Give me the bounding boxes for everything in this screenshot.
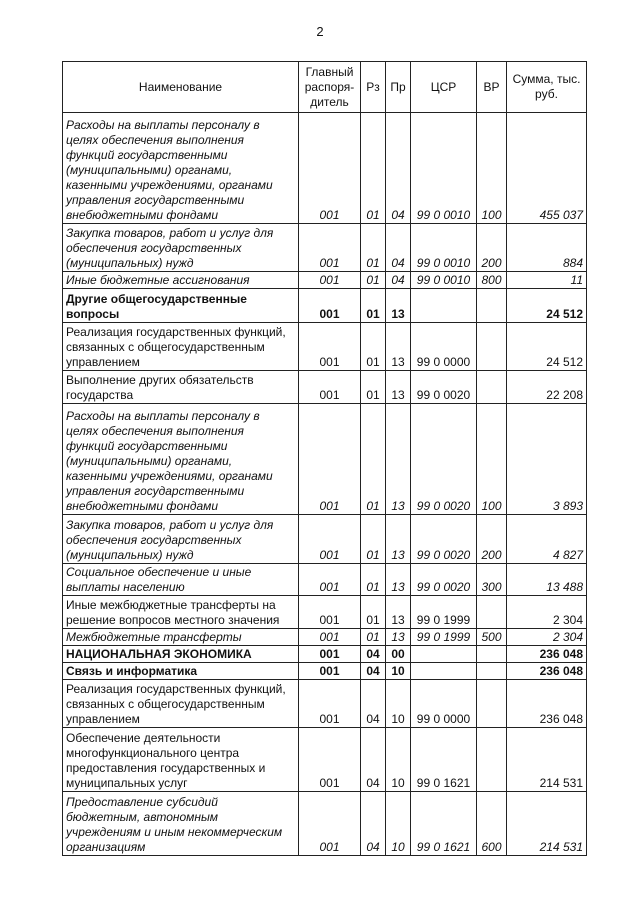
cell-name: Расходы на выплаты персоналу в целях обеспечения выполнения функций государственными (муниципальными) органами, казенными учреждениями, органами управления государственными внебюджетными фондами — [63, 113, 299, 224]
cell-name: НАЦИОНАЛЬНАЯ ЭКОНОМИКА — [63, 646, 299, 663]
cell-rz: 01 — [361, 596, 386, 629]
cell-pr: 13 — [386, 289, 411, 323]
cell-sum: 24 512 — [507, 323, 587, 371]
cell-pr: 04 — [386, 113, 411, 224]
cell-csr — [411, 289, 477, 323]
cell-sum: 2 304 — [507, 596, 587, 629]
cell-manager: 001 — [299, 272, 361, 289]
cell-sum: 13 488 — [507, 564, 587, 596]
cell-rz: 04 — [361, 728, 386, 792]
cell-rz: 01 — [361, 629, 386, 646]
cell-vr: 200 — [477, 515, 507, 564]
cell-pr: 13 — [386, 371, 411, 404]
table-body — [63, 113, 587, 856]
cell-sum: 455 037 — [507, 113, 587, 224]
header-csr: ЦСР — [411, 62, 477, 113]
cell-csr: 99 0 0020 — [411, 515, 477, 564]
cell-csr: 99 0 0000 — [411, 680, 477, 728]
cell-csr: 99 0 1999 — [411, 629, 477, 646]
cell-rz: 01 — [361, 289, 386, 323]
cell-name: Предоставление субсидий бюджетным, автономным учреждениям и иным некоммерческим организациям — [63, 792, 299, 856]
cell-vr — [477, 596, 507, 629]
budget-table — [62, 61, 587, 856]
cell-rz: 01 — [361, 272, 386, 289]
cell-sum: 11 — [507, 272, 587, 289]
cell-pr: 10 — [386, 728, 411, 792]
cell-rz: 01 — [361, 323, 386, 371]
cell-vr: 600 — [477, 792, 507, 856]
table-row — [63, 663, 587, 680]
cell-name: Другие общегосударственные вопросы — [63, 289, 299, 323]
cell-pr: 13 — [386, 596, 411, 629]
cell-vr — [477, 289, 507, 323]
cell-sum: 24 512 — [507, 289, 587, 323]
table-row — [63, 564, 587, 596]
cell-csr: 99 0 0010 — [411, 113, 477, 224]
table-row — [63, 404, 587, 515]
cell-pr: 13 — [386, 629, 411, 646]
cell-sum: 4 827 — [507, 515, 587, 564]
table-row — [63, 224, 587, 272]
cell-csr: 99 0 0020 — [411, 404, 477, 515]
cell-manager: 001 — [299, 792, 361, 856]
table-row — [63, 646, 587, 663]
cell-rz: 01 — [361, 224, 386, 272]
cell-pr: 10 — [386, 663, 411, 680]
cell-manager: 001 — [299, 629, 361, 646]
table-row — [63, 113, 587, 224]
cell-name: Выполнение других обязательств государства — [63, 371, 299, 404]
cell-pr: 04 — [386, 224, 411, 272]
table-row — [63, 596, 587, 629]
cell-name: Иные межбюджетные трансферты на решение вопросов местного значения — [63, 596, 299, 629]
cell-csr: 99 0 0000 — [411, 323, 477, 371]
table-row — [63, 728, 587, 792]
cell-name: Межбюджетные трансферты — [63, 629, 299, 646]
cell-rz: 01 — [361, 113, 386, 224]
cell-vr: 500 — [477, 629, 507, 646]
cell-manager: 001 — [299, 596, 361, 629]
cell-vr: 300 — [477, 564, 507, 596]
cell-rz: 01 — [361, 564, 386, 596]
cell-manager: 001 — [299, 515, 361, 564]
cell-name: Реализация государственных функций, связанных с общегосударственным управлением — [63, 323, 299, 371]
cell-vr: 100 — [477, 404, 507, 515]
cell-rz: 04 — [361, 646, 386, 663]
cell-rz: 04 — [361, 680, 386, 728]
header-pr: Пр — [386, 62, 411, 113]
cell-rz: 01 — [361, 404, 386, 515]
table-header-row — [63, 62, 587, 113]
table-row — [63, 323, 587, 371]
header-manager: Главный распоря-дитель — [299, 62, 361, 113]
cell-manager: 001 — [299, 323, 361, 371]
cell-csr: 99 0 1621 — [411, 792, 477, 856]
cell-vr: 200 — [477, 224, 507, 272]
cell-csr: 99 0 0010 — [411, 224, 477, 272]
table-row — [63, 680, 587, 728]
cell-name: Социальное обеспечение и иные выплаты населению — [63, 564, 299, 596]
cell-manager: 001 — [299, 224, 361, 272]
cell-csr — [411, 646, 477, 663]
cell-rz: 01 — [361, 371, 386, 404]
table-row — [63, 792, 587, 856]
cell-name: Обеспечение деятельности многофункционального центра предоставления государственных и муниципальных услуг — [63, 728, 299, 792]
cell-pr: 13 — [386, 515, 411, 564]
cell-name: Закупка товаров, работ и услуг для обеспечения государственных (муниципальных) нужд — [63, 515, 299, 564]
cell-csr: 99 0 0020 — [411, 564, 477, 596]
header-name: Наименование — [63, 62, 299, 113]
cell-pr: 04 — [386, 272, 411, 289]
cell-manager: 001 — [299, 371, 361, 404]
table-row — [63, 515, 587, 564]
cell-name: Реализация государственных функций, связанных с общегосударственным управлением — [63, 680, 299, 728]
page-number: 2 — [316, 24, 324, 39]
cell-pr: 00 — [386, 646, 411, 663]
cell-vr — [477, 680, 507, 728]
cell-pr: 10 — [386, 792, 411, 856]
cell-name: Связь и информатика — [63, 663, 299, 680]
cell-sum: 236 048 — [507, 680, 587, 728]
cell-vr: 100 — [477, 113, 507, 224]
table-row — [63, 371, 587, 404]
table-row — [63, 272, 587, 289]
cell-sum: 214 531 — [507, 792, 587, 856]
cell-sum: 214 531 — [507, 728, 587, 792]
cell-sum: 3 893 — [507, 404, 587, 515]
cell-name: Расходы на выплаты персоналу в целях обеспечения выполнения функций государственными (муниципальными) органами, казенными учреждениями, органами управления государственными внебюджетными фондами — [63, 404, 299, 515]
cell-csr: 99 0 1999 — [411, 596, 477, 629]
cell-manager: 001 — [299, 404, 361, 515]
cell-sum: 884 — [507, 224, 587, 272]
cell-manager: 001 — [299, 289, 361, 323]
cell-sum: 2 304 — [507, 629, 587, 646]
cell-rz: 04 — [361, 792, 386, 856]
cell-name: Закупка товаров, работ и услуг для обеспечения государственных (муниципальных) нужд — [63, 224, 299, 272]
cell-sum: 236 048 — [507, 646, 587, 663]
cell-pr: 10 — [386, 680, 411, 728]
cell-manager: 001 — [299, 680, 361, 728]
cell-vr — [477, 663, 507, 680]
cell-rz: 01 — [361, 515, 386, 564]
cell-vr — [477, 323, 507, 371]
header-sum: Сумма, тыс. руб. — [507, 62, 587, 113]
table-row — [63, 289, 587, 323]
cell-vr — [477, 646, 507, 663]
cell-name: Иные бюджетные ассигнования — [63, 272, 299, 289]
cell-manager: 001 — [299, 113, 361, 224]
cell-pr: 13 — [386, 323, 411, 371]
cell-manager: 001 — [299, 728, 361, 792]
cell-csr: 99 0 1621 — [411, 728, 477, 792]
cell-csr — [411, 663, 477, 680]
cell-vr: 800 — [477, 272, 507, 289]
cell-pr: 13 — [386, 404, 411, 515]
cell-csr: 99 0 0010 — [411, 272, 477, 289]
table-row — [63, 629, 587, 646]
cell-manager: 001 — [299, 663, 361, 680]
cell-vr — [477, 728, 507, 792]
header-vr: ВР — [477, 62, 507, 113]
cell-rz: 04 — [361, 663, 386, 680]
cell-sum: 236 048 — [507, 663, 587, 680]
cell-manager: 001 — [299, 564, 361, 596]
cell-vr — [477, 371, 507, 404]
cell-manager: 001 — [299, 646, 361, 663]
cell-pr: 13 — [386, 564, 411, 596]
cell-csr: 99 0 0020 — [411, 371, 477, 404]
cell-sum: 22 208 — [507, 371, 587, 404]
header-rz: Рз — [361, 62, 386, 113]
